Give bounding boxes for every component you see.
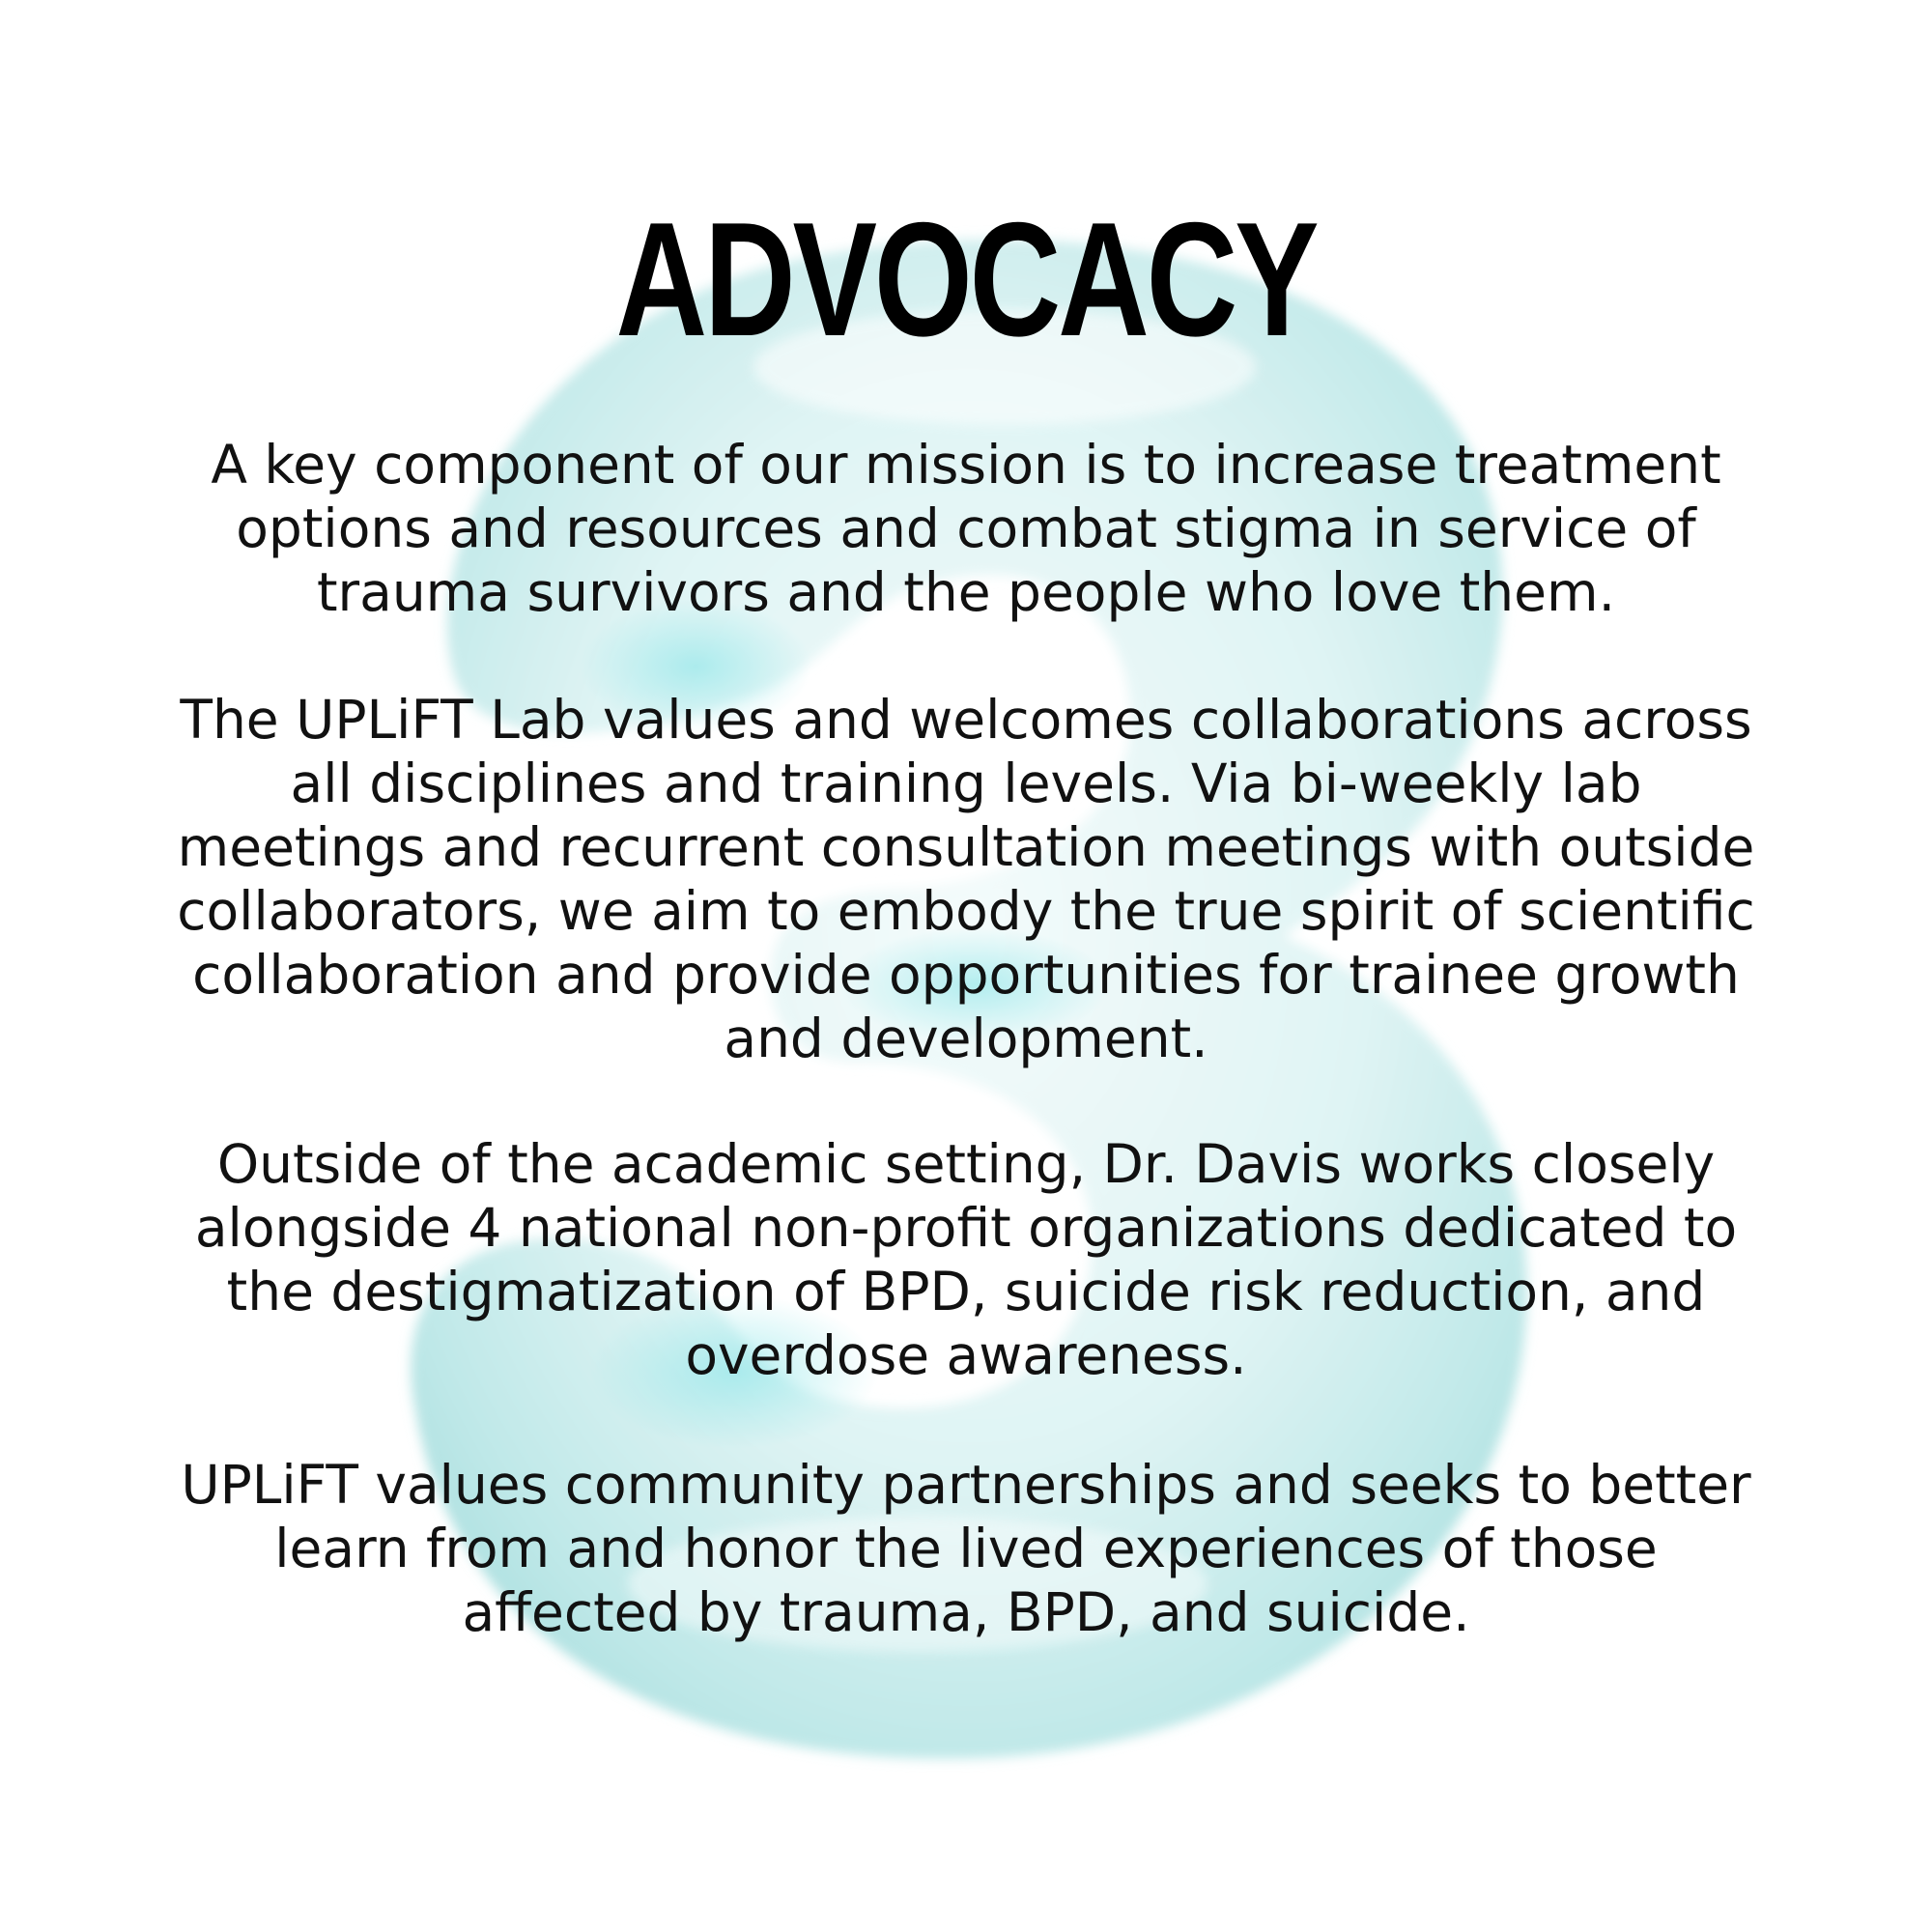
page-title: ADVOCACY (615, 188, 1317, 370)
paragraph-nonprofits: Outside of the academic setting, Dr. Davis works closely alongside 4 national non-profit organizations dedicated to the destigmatization of BPD, suicide risk reduction, and overdose awareness. (194, 1133, 1738, 1386)
paragraph-collaborations: The UPLiFT Lab values and welcomes collaborations across all disciplines and training levels. Via bi-weekly lab meetings and recurrent consultation meetings with outside collaborators, we aim to embody the true spirit of scientific collaboration and provide opportunities for trainee growth and development. (177, 689, 1755, 1069)
paragraph-mission: A key component of our mission is to increase treatment options and resources and combat stigma in service of trauma survivors and the people who love them. (211, 434, 1721, 623)
paragraph-community: UPLiFT values community partnerships and seeks to better learn from and honor the lived experiences of those affected by trauma, BPD, and suicide. (181, 1454, 1751, 1643)
